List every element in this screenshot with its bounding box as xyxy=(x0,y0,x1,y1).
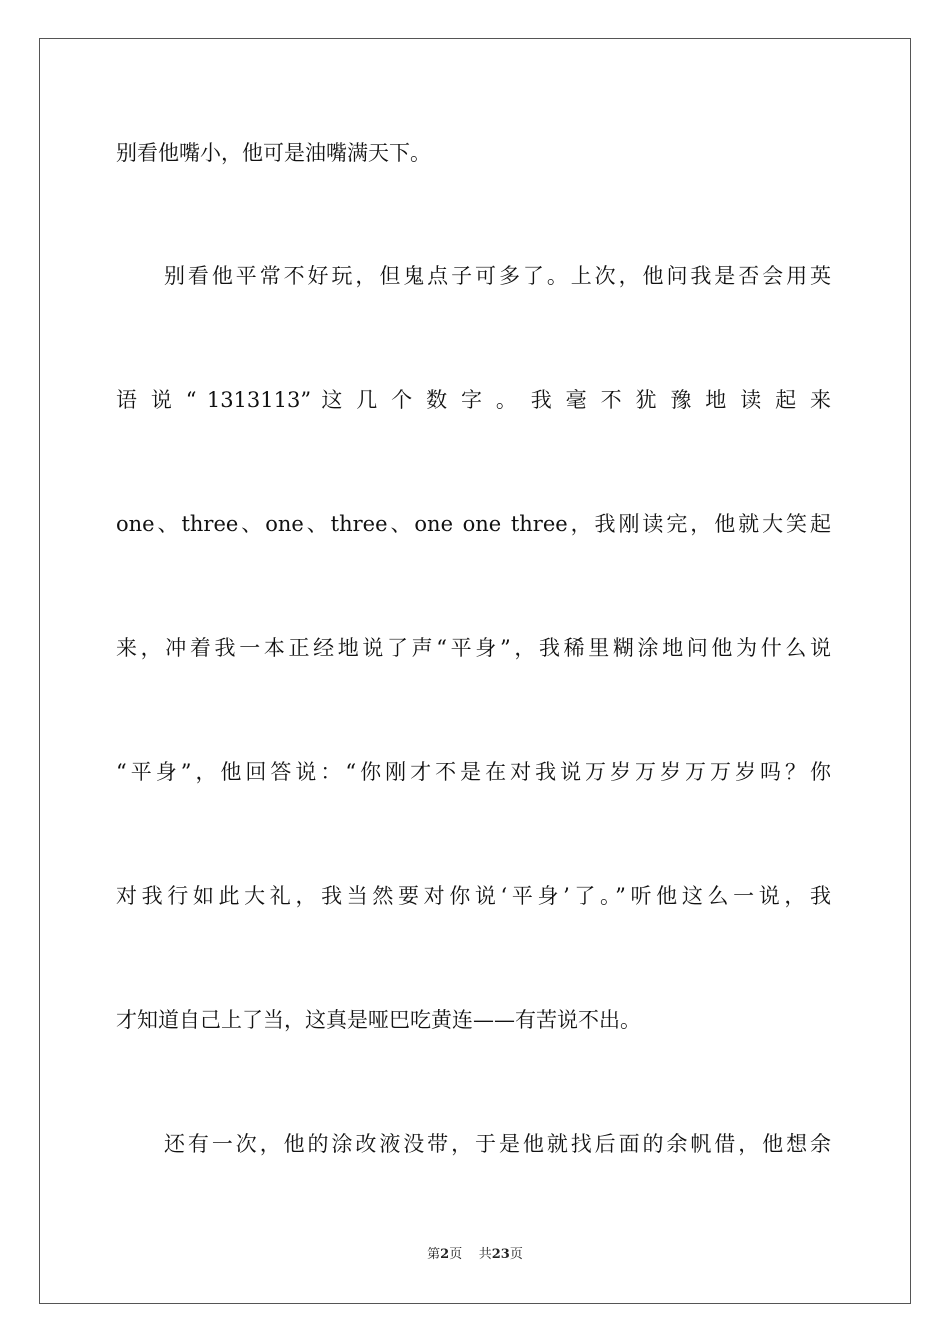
text-line-1: 别看他嘴小，他可是油嘴满天下。 xyxy=(116,141,431,165)
footer-page-suffix: 页 xyxy=(449,1247,463,1262)
text-line-7: 对我行如此大礼，我当然要对你说‘平身’了。”听他这么一说，我 xyxy=(116,884,831,908)
text-line-5: 来，冲着我一本正经地说了声“平身”，我稀里糊涂地问他为什么说 xyxy=(116,636,831,660)
text-line-8: 才知道自己上了当，这真是哑巴吃黄连——有苦说不出。 xyxy=(116,1008,641,1032)
text-line-2: 别看他平常不好玩，但鬼点子可多了。上次，他问我是否会用英 xyxy=(164,264,831,288)
text-line-4: one、three、one、three、one one three，我刚读完，他就大笑起 xyxy=(116,512,831,536)
text-line-3: 语 说 “ 1313113” 这 几 个 数 字 。 我 毫 不 犹 豫 地 读 起 来 xyxy=(116,388,831,412)
footer-total-prefix: 共 xyxy=(478,1247,492,1262)
text-line-9: 还有一次，他的涂改液没带，于是他就找后面的余帆借，他想余 xyxy=(164,1132,831,1156)
footer-total-pages: 23 xyxy=(491,1247,510,1262)
text-line-6: “平身”，他回答说：“你刚才不是在对我说万岁万岁万万岁吗？你 xyxy=(116,760,831,784)
footer-total-suffix: 页 xyxy=(509,1247,523,1262)
page-footer xyxy=(0,1246,950,1264)
footer-page-number: 2 xyxy=(440,1247,450,1262)
footer-page-prefix: 第 xyxy=(427,1247,441,1262)
page-border xyxy=(39,38,911,1304)
